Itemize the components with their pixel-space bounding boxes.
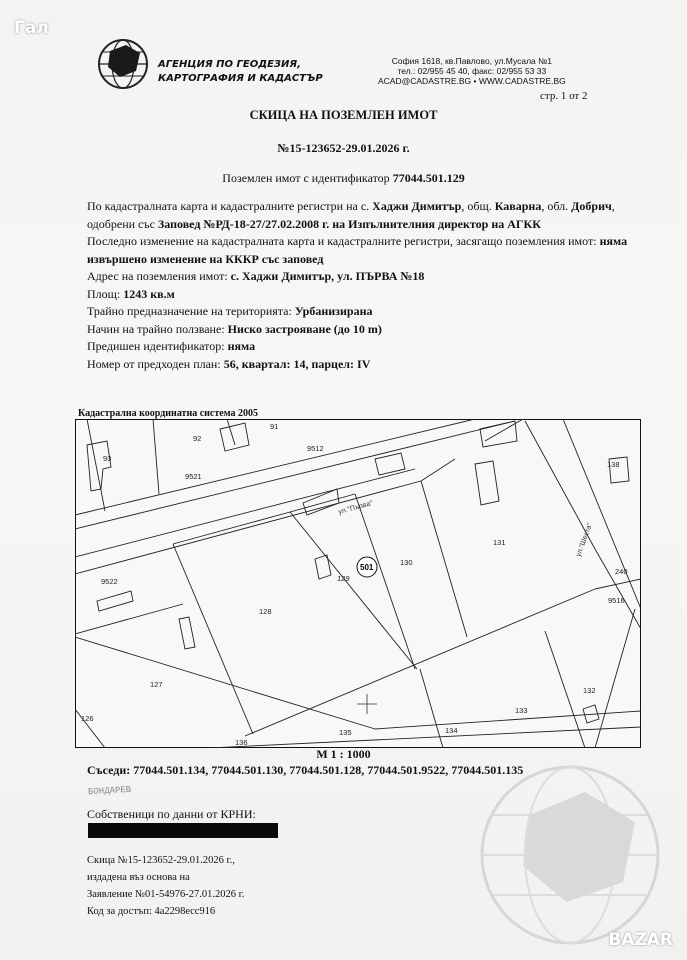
footer-application: Заявление №01-54976-27.01.2026 г. (87, 889, 245, 900)
label-136: 136 (235, 738, 248, 747)
text: , обл. (541, 199, 572, 213)
label-138: 138 (607, 460, 620, 469)
usage-value: Ниско застрояване (до 10 m) (227, 321, 382, 336)
street-label-parva: ул."Първа" (337, 500, 374, 516)
faded-stamp: БОНДАРЕВ (87, 784, 132, 798)
purpose-line (87, 303, 632, 321)
owners-label: Собственици по данни от КРНИ: (87, 807, 256, 821)
label-131: 131 (493, 538, 506, 547)
label-133: 133 (515, 706, 528, 715)
purpose-value: Урбанизирана (294, 304, 373, 318)
address-line (87, 268, 632, 286)
municipality-name: Каварна (494, 199, 542, 213)
property-identifier-line (0, 171, 687, 186)
watermark-top: Гал (14, 18, 49, 38)
label-134: 134 (445, 726, 458, 735)
label-129: 129 (337, 574, 350, 583)
property-details (87, 198, 632, 373)
label: Площ: (87, 286, 124, 301)
label: Предишен идентификатор: (87, 339, 228, 353)
contact-phones: тел.: 02/955 45 40, факс: 02/955 53 33 (397, 66, 547, 76)
village-name: Хаджи Димитър (372, 199, 462, 213)
footer-issued-basis: издадена въз основа на (87, 872, 190, 883)
watermark-bottom: BAZAR (608, 930, 673, 950)
order-reference: Заповед №РД-18-27/27.02.2008 г. на Изпълнителния директор на АГКК (157, 216, 541, 231)
label-126: 126 (81, 714, 94, 723)
label-135: 135 (339, 728, 352, 737)
label: Номер от предходен план: (87, 356, 224, 371)
usage-line (87, 321, 632, 339)
issuance-footer (87, 852, 244, 920)
address-value: с. Хаджи Димитър, ул. ПЪРВА №18 (230, 269, 425, 283)
document-title: СКИЦА НА ПОЗЕМЛЕН ИМОТ (249, 108, 438, 122)
agency-logo (96, 37, 150, 91)
label-127: 127 (150, 680, 163, 689)
previous-id-line (87, 338, 632, 356)
street-label-shesta: ул."Шеста" (575, 522, 594, 558)
label-91: 91 (270, 422, 279, 431)
cadastral-register-paragraph (87, 198, 632, 233)
property-identifier: 77044.501.129 (392, 171, 465, 185)
previous-plan-line (87, 356, 632, 374)
label-9521: 9521 (185, 472, 202, 481)
area-value: 1243 кв.м (123, 286, 175, 301)
area-line (87, 286, 632, 304)
coordinate-system-label: Кадастрална координатна система 2005 (78, 408, 258, 419)
cadastral-map (75, 419, 641, 748)
agency-name (158, 58, 323, 86)
label-9516: 9516 (608, 596, 625, 605)
label-132: 132 (583, 686, 596, 695)
label: Адрес на поземления имот: (87, 269, 231, 283)
map-scale: М 1 : 1000 (316, 747, 371, 761)
text: Последно изменение на кадастралната карта и кадастралните регистри, засягащо поземления имот: (87, 234, 600, 248)
neighbours-list: Съседи: 77044.501.134, 77044.501.130, 77044.501.128, 77044.501.9522, 77044.501.135 (87, 763, 524, 777)
label: Начин на трайно ползване: (87, 321, 228, 336)
label-501: 501 (360, 563, 374, 572)
agency-watermark-seal (475, 760, 665, 950)
contact-address: София 1618, кв.Павлово, ул.Мусала №1 (391, 56, 552, 66)
label-9512: 9512 (307, 444, 324, 453)
label: Трайно предназначение на територията: (87, 304, 295, 318)
footer-access-code: Код за достъп: 4a2298ecc916 (87, 906, 216, 917)
label-9522: 9522 (101, 577, 118, 586)
text: , одобрени със (87, 199, 615, 231)
footer-sketch-number: Скица №15-123652-29.01.2026 г., (87, 855, 235, 866)
contact-web: ACAD@CADASTRE.BG • WWW.CADASTRE.BG (378, 76, 566, 86)
label-93: 93 (103, 454, 112, 463)
agency-name-line1: АГЕНЦИЯ ПО ГЕОДЕЗИЯ, (158, 59, 301, 70)
redacted-owner (88, 823, 278, 838)
last-change-paragraph (87, 233, 632, 268)
previous-id-value: няма (227, 339, 256, 353)
document-number: №15-123652-29.01.2026 г. (277, 141, 410, 155)
district-name: Добрич (571, 199, 612, 213)
text: По кадастралната карта и кадастралните регистри на с. (87, 199, 373, 213)
label-128: 128 (259, 607, 272, 616)
text: , общ. (461, 199, 495, 213)
label-240: 240 (615, 567, 628, 576)
agency-contact (378, 56, 566, 86)
identifier-prefix: Поземлен имот с идентификатор (222, 171, 393, 185)
label-130: 130 (400, 558, 413, 567)
page-number: стр. 1 от 2 (540, 90, 588, 102)
previous-plan-value: 56, квартал: 14, парцел: IV (223, 356, 371, 371)
agency-name-line2: КАРТОГРАФИЯ И КАДАСТЪР (158, 73, 323, 84)
last-change-value: няма извършено изменение на КККР със заповед (87, 234, 628, 266)
label-92: 92 (193, 434, 202, 443)
